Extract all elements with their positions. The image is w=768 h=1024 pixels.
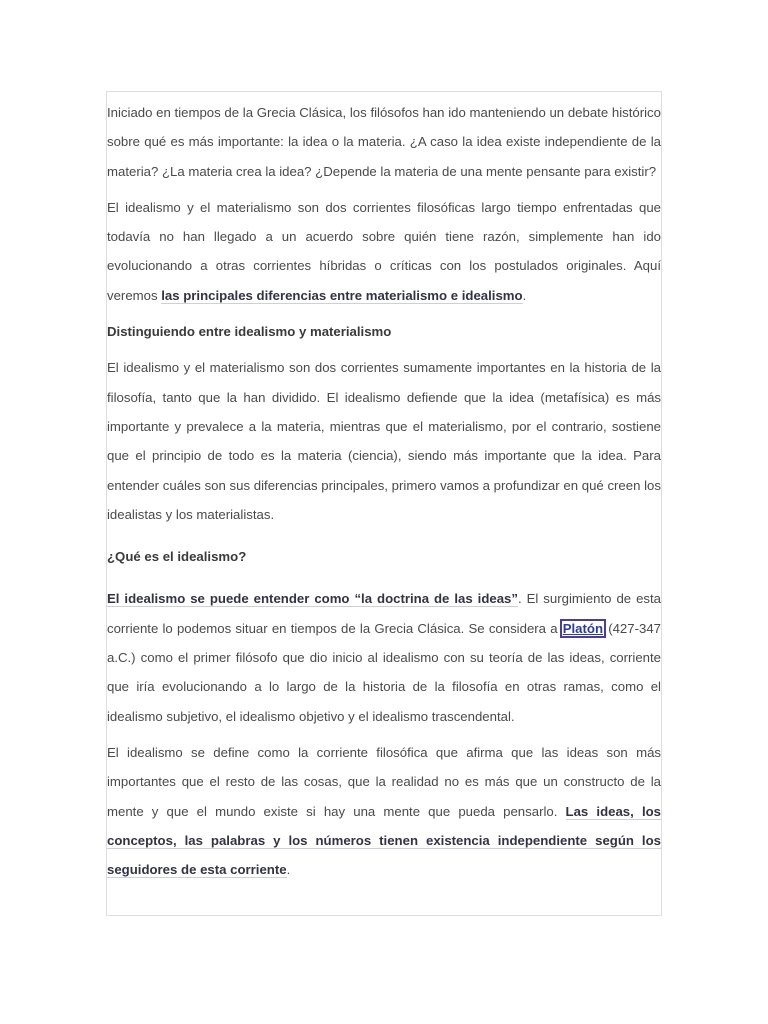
- idealism-doctrine-highlight: El idealismo se puede entender como “la doctrina de las ideas”: [107, 591, 518, 607]
- section-heading-idealism: ¿Qué es el idealismo?: [107, 549, 247, 565]
- distinguishing-paragraph: El idealismo y el materialismo son dos corrientes sumamente importantes en la historia de la filosofía, tanto que la han dividido. El idealismo defiende que la idea (metafísica) es más importante y prevalece a la materia, mientras que el materialismo, por el contrario, sostiene que el principio de todo es la materia (ciencia), siendo más importante que la idea. Para entender cuáles son sus diferencias principales, primero vamos a profundizar en qué creen los idealistas y los materialistas.: [107, 360, 661, 522]
- overview-highlight: las principales diferencias entre materialismo e idealismo: [161, 287, 523, 303]
- overview-text: El idealismo y el materialismo son dos corrientes filosóficas largo tiempo enfrentadas que todavía no han llegado a un acuerdo sobre quién tiene razón, simplemente han ido evolucionando a otras corrientes híbridas o críticas con los postulados originales. Aquí veremos: [107, 199, 661, 303]
- article-body: [107, 98, 661, 891]
- idealism-text-1: . El surgimiento de esta corriente lo podemos situar en tiempos de la Grecia Clásica. Se considera a: [107, 591, 661, 636]
- platon-link[interactable]: Platón: [562, 620, 604, 636]
- overview-end: .: [522, 287, 527, 303]
- idealism-explanation-text: El idealismo se define como la corriente filosófica que afirma que las ideas son más importantes que el resto de las cosas, que la realidad no es más que un constructo de la mente y que el mundo existe si hay una mente que pueda pensarlo.: [107, 744, 661, 819]
- idealism-definition-paragraph: [107, 584, 661, 730]
- idealism-followers-highlight: Las ideas, los conceptos, las palabras y los números tienen existencia independiente según los seguidores de esta corriente: [107, 803, 662, 878]
- intro-paragraph: Iniciado en tiempos de la Grecia Clásica, los filósofos han ido manteniendo un debate histórico sobre qué es más importante: la idea o la materia. ¿A caso la idea existe independiente de la materia? ¿La materia crea la idea? ¿Depende la materia de una mente pensante para existir?: [107, 105, 661, 179]
- overview-paragraph: [107, 193, 661, 310]
- idealism-explanation-end: .: [286, 862, 291, 878]
- idealism-explanation-paragraph: [107, 738, 661, 884]
- section-heading-distinguishing: Distinguiendo entre idealismo y materialismo: [107, 324, 392, 340]
- idealism-text-2: (427-347 a.C.) como el primer filósofo que dio inicio al idealismo con su teoría de las ideas, corriente que iría evolucionando a lo largo de la historia de la filosofía en otras ramas, como el idealismo subjetivo, el idealismo objetivo y el idealismo trascendental.: [107, 620, 661, 724]
